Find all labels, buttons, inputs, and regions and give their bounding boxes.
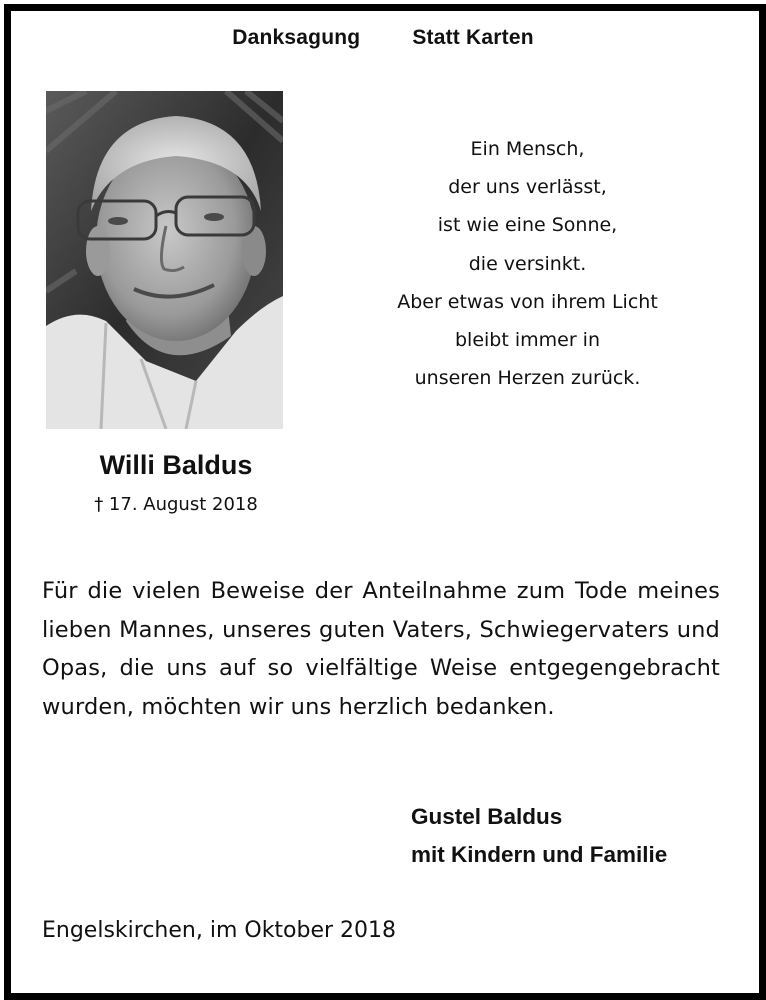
poem-line: Aber etwas von ihrem Licht	[397, 290, 658, 313]
place-and-date: Engelskirchen, im Oktober 2018	[42, 918, 397, 943]
thank-you-message: Für die vielen Beweise der Anteilnahme zum Tode meines lieben Mannes, unseres guten Vaters, Schwiegervaters und Opas, die uns auf so vielfältige Weise entgegengebracht wurden, möchten wir uns herzlich bedanken.	[42, 578, 720, 720]
poem-line: bleibt immer in	[454, 329, 600, 352]
deceased-name: Willi Baldus	[99, 450, 253, 480]
poem	[335, 130, 720, 397]
signature-family: mit Kindern und Familie	[411, 842, 668, 867]
notice-header	[0, 26, 766, 50]
poem-line: der uns verlässt,	[448, 176, 607, 199]
signature	[411, 798, 667, 874]
portrait-image	[46, 91, 283, 429]
header-statt-karten: Statt Karten	[412, 26, 534, 49]
signature-name: Gustel Baldus	[411, 804, 563, 829]
poem-line: ist wie eine Sonne,	[437, 214, 618, 237]
death-date: † 17. August 2018	[94, 494, 258, 515]
portrait-photo	[46, 91, 283, 429]
poem-line: unseren Herzen zurück.	[414, 367, 641, 390]
poem-line: Ein Mensch,	[470, 138, 585, 160]
header-danksagung: Danksagung	[232, 26, 361, 49]
poem-line: die versinkt.	[468, 252, 587, 275]
